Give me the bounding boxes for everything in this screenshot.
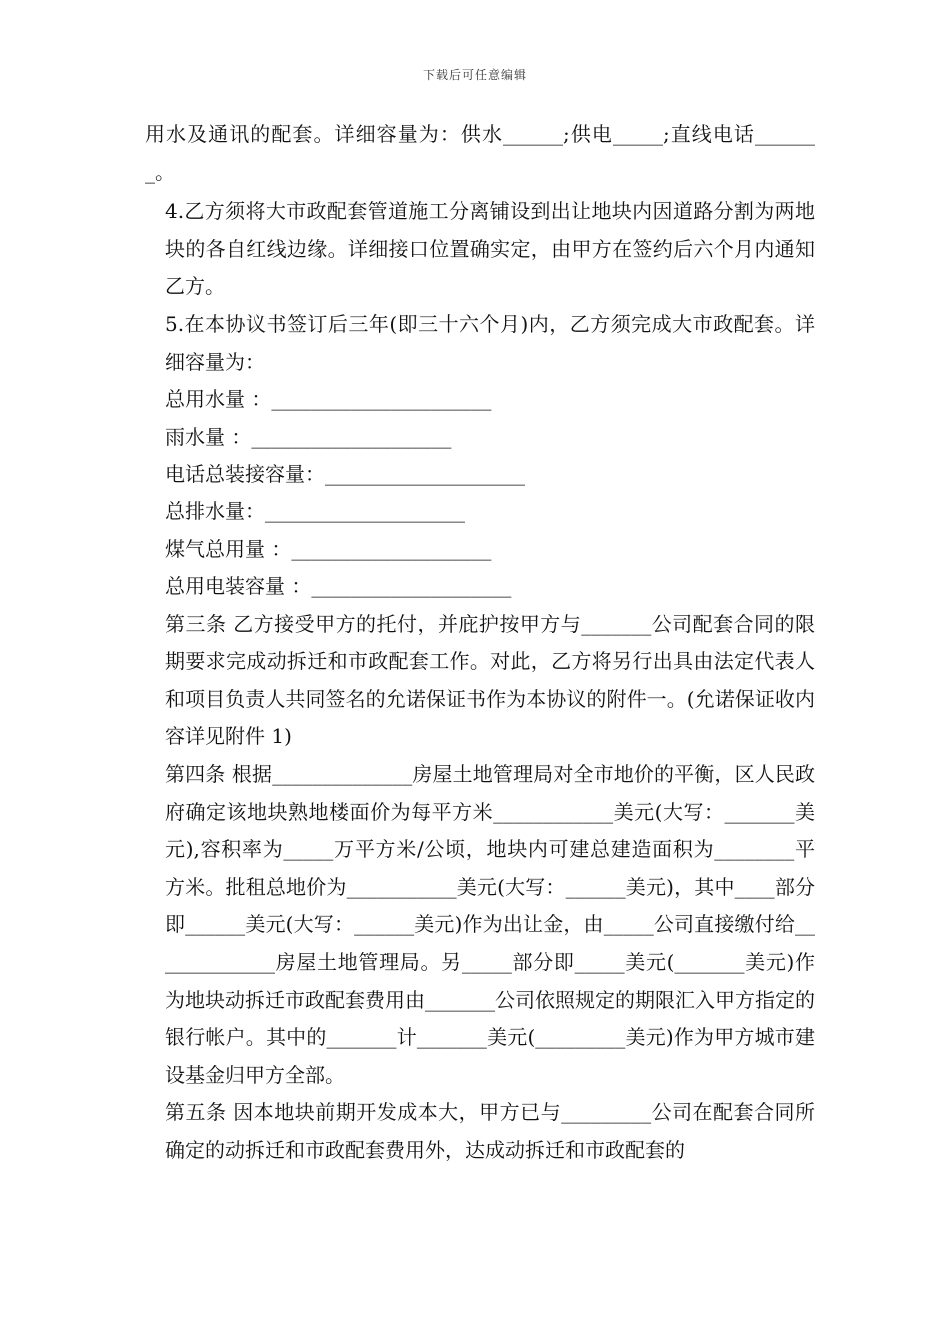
paragraph-article-5: 第五条 因本地块前期开发成本大，甲方已与_________公司在配套合同所确定的动拆迁和市政配套费用外，达成动拆迁和市政配套的	[165, 1100, 815, 1162]
capacity-item-gas: 煤气总用量 ：____________________	[165, 536, 492, 561]
paragraph-water-telecom: 用水及通讯的配套。详细容量为：供水______;供电_____;直线电话_______。	[145, 122, 815, 184]
capacity-item-electricity: 总用电装容量 ：____________________	[165, 574, 512, 599]
page-header: 下载后可任意编辑	[422, 68, 527, 82]
capacity-item-total-water: 总用水量 ：______________________	[165, 387, 492, 412]
paragraph-article-4: 第四条 根据______________房屋土地管理局对全市地价的平衡，区人民政府确定该地块熟地楼面价为每平方米____________美元(大写：_______美元),容积率为_____万平方米/公顷，地块内可建总建造面积为________平方米。批租总地价为___________美元(大写：______美元)，其中____部分即______美元(大写：______美元)作为出让金，由_____公司直接缴付给_____________房屋土地管理局。另_____部分即_____美元(_______美元)作为地块动拆迁市政配套费用由_______公司依照规定的期限汇入甲方指定的银行帐户。其中的_______计_______美元(_________美元)作为甲方城市建设基金归甲方全部。	[165, 761, 815, 1087]
capacity-item-drainage: 总排水量：____________________	[165, 499, 465, 524]
capacity-item-rainwater: 雨水量 ：____________________	[165, 424, 452, 449]
capacity-item-telephone: 电话总装接容量：____________________	[165, 461, 525, 486]
paragraph-clause-4: 4.乙方须将大市政配套管道施工分离铺设到出让地块内因道路分割为两地块的各自红线边缘。详细接口位置确实定，由甲方在签约后六个月内通知乙方。	[165, 199, 815, 299]
capacity-list	[145, 381, 815, 605]
paragraph-article-3: 第三条 乙方接受甲方的托付，并庇护按甲方与_______公司配套合同的限期要求完成动拆迁和市政配套工作。对此，乙方将另行出具由法定代表人和项目负责人共同签名的允诺保证书作为本协议的附件一。(允诺保证收内容详见附件 1)	[165, 611, 815, 749]
document-body	[145, 116, 815, 1170]
paragraph-clause-5: 5.在本协议书签订后三年(即三十六个月)内，乙方须完成大市政配套。详细容量为：	[165, 311, 815, 374]
